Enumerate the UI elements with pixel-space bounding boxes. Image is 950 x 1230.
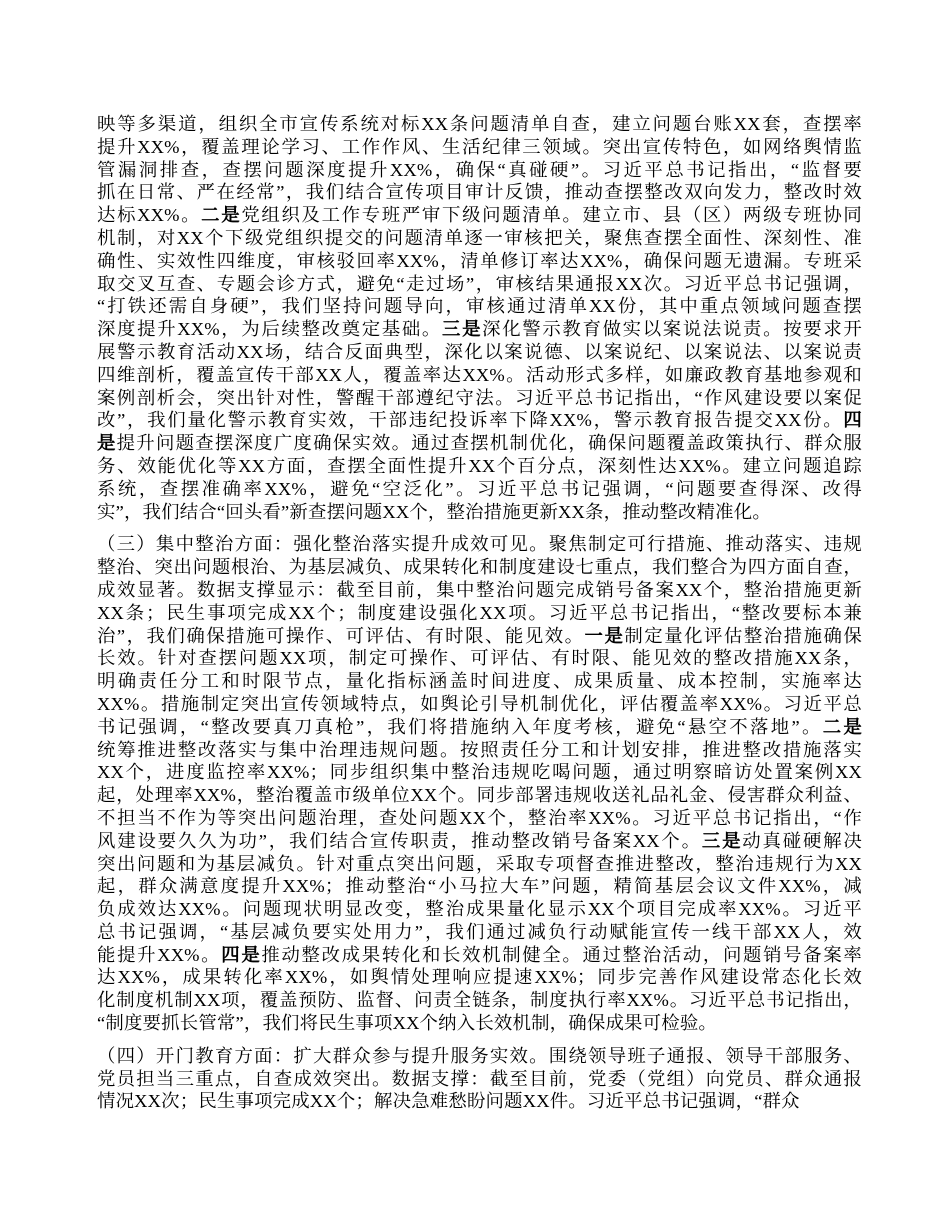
text-line (97, 875, 862, 898)
text-segment: 提升问题查摆深度广度确保实效。通过查摆机制优化，确保问题覆盖政策执行、群众服 (116, 433, 862, 454)
text-line (97, 295, 862, 318)
text-line (97, 227, 862, 250)
text-line (97, 830, 862, 853)
text-line (97, 181, 862, 204)
text-segment: 确性、实效性四维度，审核驳回率XX%，清单修订率达XX%，确保问题无遗漏。专班采 (97, 250, 862, 271)
text-segment: XX个，进度监控率XX%；同步组织集中整治违规吃喝问题，通过明察暗访处置案例XX (97, 762, 862, 783)
text-line (97, 1045, 862, 1068)
text-segment: 突出问题和为基层减负。针对重点突出问题，采取专项督查推进整改，整治违规行为XX (97, 853, 862, 874)
text-segment: XX条；民生事项完成XX个；制度建设强化XX项。习近平总书记指出，“整改要标本兼 (97, 602, 862, 623)
text-line (97, 113, 862, 136)
text-segment: 不担当不作为等突出问题治理，查处问题XX个，整治率XX%。习近平总书记指出，“作 (97, 807, 862, 828)
text-segment: 达XX%，成果转化率XX%，如舆情处理响应提速XX%；同步完善作风建设常态化长效 (97, 967, 862, 988)
text-segment: 务、效能优化等XX方面，查摆全面性提升XX个百分点，深刻性达XX%。建立问题追踪 (97, 455, 862, 476)
text-line (97, 739, 862, 762)
text-segment: 映等多渠道，组织全市宣传系统对标XX条问题清单自查，建立问题台账XX套，查摆率 (97, 114, 862, 134)
text-segment: 能提升XX%。 (97, 944, 222, 965)
paragraph (97, 113, 862, 523)
bold-text-segment: 是 (97, 433, 117, 454)
text-segment: 抓在日常、严在经常”，我们结合宣传项目审计反馈，推动查摆整改双向发力，整改时效 (97, 182, 862, 203)
text-segment: 成效显著。数据支撑显示：截至目前，集中整治问题完成销号备案XX个，整治措施更新 (97, 579, 862, 600)
text-segment: 书记强调，“整改要真刀真枪”，我们将措施纳入年度考核，避免“悬空不落地”。 (97, 716, 823, 737)
text-line (97, 250, 862, 273)
paragraph (97, 533, 862, 1035)
text-line (97, 807, 862, 830)
bold-text-segment: 二是 (822, 716, 862, 737)
text-segment: “制度要抓长管常”，我们将民生事项XX个纳入长效机制，确保成果可检验。 (97, 1013, 717, 1034)
text-line (97, 364, 862, 387)
text-line (97, 966, 862, 989)
bold-text-segment: 四 (843, 410, 862, 431)
text-segment: 机制，对XX个下级党组织提交的问题清单逐一审核把关，聚焦查摆全面性、深刻性、准 (97, 227, 862, 248)
text-segment: （三）集中整治方面：强化整治落实提升成效可见。聚焦制定可行措施、推动落实、违规 (97, 534, 862, 555)
text-line (97, 1090, 862, 1113)
text-segment: 达标XX%。 (97, 205, 202, 226)
text-line (97, 455, 862, 478)
bold-text-segment: 四是 (221, 944, 262, 965)
text-segment: 推动整改成果转化和长效机制健全。通过整治活动，问题销号备案率 (261, 944, 862, 965)
text-line (97, 921, 862, 944)
text-line (97, 625, 862, 648)
text-line (97, 204, 862, 227)
text-segment: 总书记强调，“基层减负要实处用力”，我们通过减负行动赋能宣传一线干部XX人，效 (97, 921, 862, 942)
text-line (97, 716, 862, 739)
text-line (97, 409, 862, 432)
text-line (97, 136, 862, 159)
text-line (97, 670, 862, 693)
text-line (97, 387, 862, 410)
text-line (97, 1068, 862, 1091)
text-line (97, 898, 862, 921)
text-line (97, 944, 862, 967)
text-line (97, 478, 862, 501)
text-line (97, 579, 862, 602)
text-segment: 长效。针对查摆问题XX项，制定可操作、可评估、有时限、能见效的整改措施XX条， (97, 648, 862, 669)
text-segment: 管漏洞排查，查摆问题深度提升XX%，确保“真碰硬”。习近平总书记指出，“监督要 (97, 159, 862, 180)
text-line (97, 159, 862, 182)
text-line (97, 318, 862, 341)
text-segment: 党组织及工作专班严审下级问题清单。建立市、县（区）两级专班协同 (241, 205, 862, 226)
text-segment: 治”，我们确保措施可操作、可评估、有时限、能见效。 (97, 625, 585, 646)
text-segment: 深度提升XX%，为后续整改奠定基础。 (97, 319, 443, 340)
text-segment: 案例剖析会，突出针对性，警醒干部遵纪守法。习近平总书记指出，“作风建设要以案促 (97, 387, 862, 408)
text-segment: 起，处理率XX%，整治覆盖市级单位XX个。同步部署违规收送礼品礼金、侵害群众利益、 (97, 785, 862, 806)
text-line (97, 647, 862, 670)
text-line (97, 432, 862, 455)
text-segment: 提升XX%，覆盖理论学习、工作作风、生活纪律三领域。突出宣传特色，如网络舆情监 (97, 136, 862, 157)
text-line (97, 556, 862, 579)
text-segment: 四维剖析，覆盖宣传干部XX人，覆盖率达XX%。活动形式多样，如廉政教育基地参观和 (97, 364, 862, 385)
text-line (97, 1012, 862, 1035)
text-segment: 动真碰硬解决 (742, 830, 862, 851)
text-segment: 党员担当三重点，自查成效突出。数据支撑：截至目前，党委（党组）向党员、群众通报 (97, 1068, 862, 1089)
document-text (97, 113, 862, 1123)
text-line (97, 989, 862, 1012)
bold-text-segment: 三是 (701, 830, 743, 851)
text-segment: （四）开门教育方面：扩大群众参与提升服务实效。围绕领导班子通报、领导干部服务、 (97, 1045, 862, 1066)
text-segment: 起，群众满意度提升XX%；推动整治“小马拉大车”问题，精简基层会议文件XX%，减 (97, 876, 862, 897)
bold-text-segment: 二是 (201, 205, 242, 226)
text-segment: XX%。措施制定突出宣传领域特点，如舆论引导机制优化，评估覆盖率XX%。习近平总 (97, 693, 862, 714)
text-line (97, 501, 862, 524)
text-segment: “打铁还需自身硬”，我们坚持问题导向，审核通过清单XX份，其中重点领域问题查摆 (97, 296, 862, 317)
text-segment: 明确责任分工和时限节点，量化指标涵盖时间进度、成果质量、成本控制，实施率达 (97, 671, 862, 692)
text-segment: 情况XX次；民生事项完成XX个；解决急难愁盼问题XX件。习近平总书记强调，“群众 (97, 1091, 800, 1112)
text-line (97, 761, 862, 784)
bold-text-segment: 三是 (442, 319, 483, 340)
text-segment: 负成效达XX%。问题现状明显改变，整治成果量化显示XX个项目完成率XX%。习近平 (97, 899, 862, 920)
text-segment: 统筹推进整改落实与集中治理违规问题。按照责任分工和计划安排，推进整改措施落实 (97, 739, 862, 760)
text-segment: 整治、突出问题根治、为基层减负、成果转化和制度建设七重点，我们整合为四方面自查， (97, 557, 862, 578)
text-segment: 深化警示教育做实以案说法说责。按要求开 (482, 319, 862, 340)
text-line (97, 602, 862, 625)
text-segment: 制定量化评估整治措施确保 (624, 625, 862, 646)
text-segment: 取交叉互查、专题会诊方式，避免“走过场”，审核结果通报XX次。习近平总书记强调， (97, 273, 862, 294)
paragraph (97, 1045, 862, 1113)
text-line (97, 784, 862, 807)
text-line (97, 853, 862, 876)
text-line (97, 341, 862, 364)
text-segment: 实”，我们结合“回头看”新查摆问题XX个，整治措施更新XX条，推动整改精准化。 (97, 501, 771, 522)
text-line (97, 273, 862, 296)
text-line (97, 533, 862, 556)
text-segment: 化制度机制XX项，覆盖预防、监督、问责全链条，制度执行率XX%。习近平总书记指出， (97, 990, 862, 1011)
text-line (97, 693, 862, 716)
bold-text-segment: 一是 (584, 625, 625, 646)
text-segment: 展警示教育活动XX场，结合反面典型，深化以案说德、以案说纪、以案说法、以案说责 (97, 341, 862, 362)
text-segment: 系统，查摆准确率XX%，避免“空泛化”。习近平总书记强调，“问题要查得深、改得 (97, 478, 862, 499)
text-segment: 风建设要久久为功”，我们结合宣传职责，推动整改销号备案XX个。 (97, 830, 702, 851)
text-segment: 改”，我们量化警示教育实效，干部违纪投诉率下降XX%，警示教育报告提交XX份。 (97, 410, 844, 431)
